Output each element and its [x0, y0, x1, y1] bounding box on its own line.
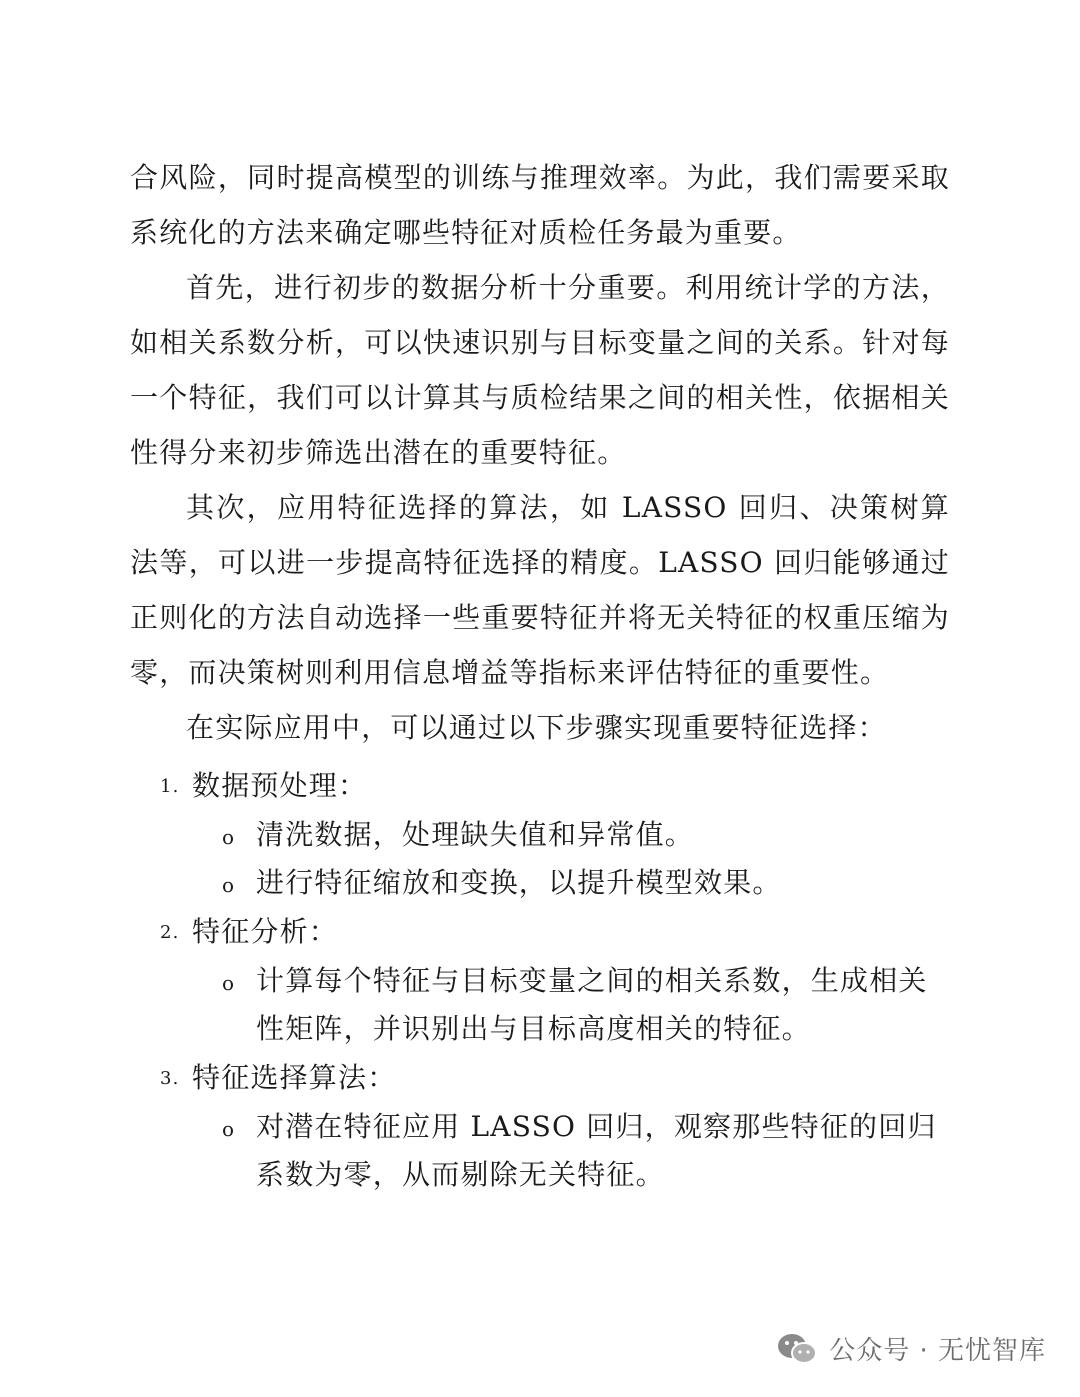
steps-list: [130, 761, 950, 1199]
step-item-2: [130, 907, 950, 1053]
sub-item: o 清洗数据，处理缺失值和异常值。: [130, 811, 950, 859]
step-number: 3.: [160, 1068, 180, 1089]
bullet-icon: o: [222, 971, 236, 995]
wechat-icon: [775, 1331, 819, 1367]
step-item-1: [130, 761, 950, 907]
sub-item: o 对潜在特征应用 LASSO 回归，观察那些特征的回归系数为零，从而剔除无关特征。: [130, 1103, 950, 1199]
paragraph-1: 合风险，同时提高模型的训练与推理效率。为此，我们需要采取系统化的方法来确定哪些特征对质检任务最为重要。: [130, 161, 950, 249]
step-number: 1.: [160, 776, 180, 797]
step-title: 特征分析：: [192, 915, 339, 948]
bullet-icon: o: [222, 825, 236, 849]
bullet-icon: o: [222, 873, 236, 897]
step-title: 特征选择算法：: [192, 1061, 397, 1094]
step-item-3: [130, 1053, 950, 1199]
step-title: 数据预处理：: [192, 769, 368, 802]
paragraph-2: 首先，进行初步的数据分析十分重要。利用统计学的方法，如相关系数分析，可以快速识别与目标变量之间的关系。针对每一个特征，我们可以计算其与质检结果之间的相关性，依据相关性得分来初步筛选出潜在的重要特征。: [130, 271, 950, 469]
paragraph-3: 其次，应用特征选择的算法，如 LASSO 回归、决策树算法等，可以进一步提高特征选择的精度。LASSO 回归能够通过正则化的方法自动选择一些重要特征并将无关特征的权重压缩为零，而决策树则利用信息增益等指标来评估特征的重要性。: [130, 491, 950, 689]
watermark-text: 公众号 · 无忧智库: [829, 1336, 1046, 1366]
sub-item: o 计算每个特征与目标变量之间的相关系数，生成相关性矩阵，并识别出与目标高度相关的特征。: [130, 957, 950, 1053]
paragraph-4: 在实际应用中，可以通过以下步骤实现重要特征选择：: [186, 711, 887, 744]
step-number: 2.: [160, 922, 180, 943]
document-page: [130, 150, 950, 1199]
watermark: [775, 1330, 1046, 1367]
sub-item: o 进行特征缩放和变换，以提升模型效果。: [130, 859, 950, 907]
bullet-icon: o: [222, 1117, 236, 1141]
